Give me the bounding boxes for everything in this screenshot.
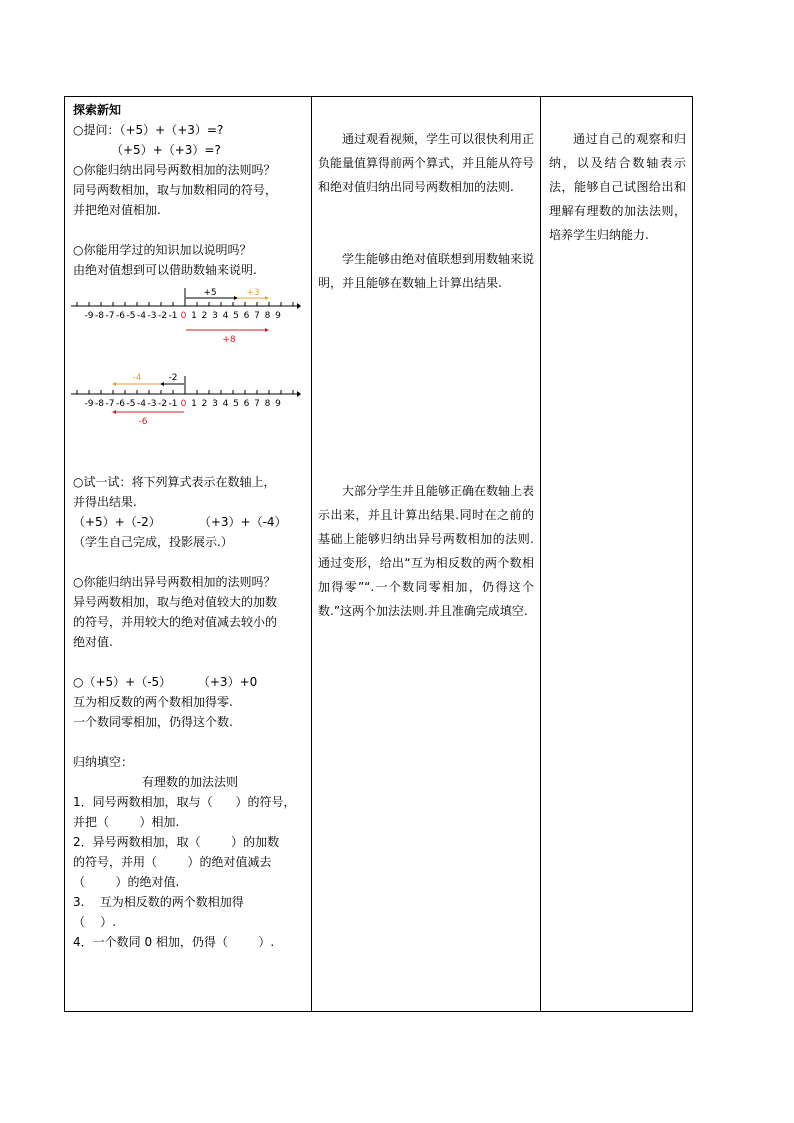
tick-label: -8: [95, 399, 104, 409]
tick-label: -1: [168, 399, 178, 409]
question-line: ○你能归纳出同号两数相加的法则吗？: [73, 163, 276, 177]
tick-label: -3: [147, 311, 157, 321]
tick-label: 5: [233, 399, 239, 409]
arrow-label: +5: [203, 288, 217, 298]
tick-label: 3: [212, 399, 218, 409]
number-line-negative: [69, 368, 301, 428]
example-line: 一个数同零相加，仍得这个数.: [73, 715, 233, 729]
tick-label: 6: [243, 311, 250, 321]
tick-label: -9: [84, 399, 94, 409]
rule-line: 4．一个数同 0 相加，仍得（ ）.: [73, 935, 275, 949]
tick-label: 1: [191, 399, 197, 409]
arrow-label: -4: [132, 373, 142, 383]
question-line: ○你能用学过的知识加以说明吗？: [73, 243, 252, 257]
rule-line: 并把（ ）相加.: [73, 815, 180, 829]
tick-label: -1: [168, 311, 178, 321]
activity-paragraph: 通过观看视频，学生可以很快利用正负能量值算得前两个算式，并且能从符号和绝对值归纳出同号两数相加的法则.: [318, 132, 535, 194]
rule-line: （ ）的绝对值.: [73, 875, 180, 889]
tick-label: 2: [201, 399, 208, 409]
tick-label: 8: [264, 311, 271, 321]
try-line: （+5）+（-2） （+3）+（-4）: [73, 515, 287, 529]
tick-label: 4: [222, 311, 229, 321]
tick-label: 9: [275, 399, 281, 409]
number-line-positive: [69, 280, 301, 346]
rule-title: 有理数的加法法则: [141, 775, 238, 789]
student-activity-column: [312, 97, 540, 623]
try-line: ○试一试：将下列算式表示在数轴上，: [73, 475, 276, 489]
summary-label: 归纳填空：: [73, 755, 134, 769]
example-line: ○（+5）+（-5） （+3）+0: [73, 675, 258, 689]
tick-label: -5: [126, 311, 136, 321]
tick-label: -5: [126, 399, 136, 409]
tick-label: 1: [191, 311, 197, 321]
arrow-label: -2: [168, 373, 178, 383]
rule-line: 3. 互为相反数的两个数相加得: [73, 895, 244, 909]
section-heading: 探索新知: [73, 103, 122, 117]
lesson-table: [64, 96, 693, 1012]
content-column: [65, 97, 311, 952]
tick-label: 3: [212, 311, 218, 321]
tick-label: -2: [158, 399, 167, 409]
try-line: （学生自己完成，投影展示.）: [73, 535, 233, 549]
arrow-label: -6: [138, 417, 148, 427]
answer-line: 同号两数相加，取与加数相同的符号，: [73, 183, 278, 197]
tick-label: 9: [275, 311, 281, 321]
answer-line: 绝对值.: [73, 635, 113, 649]
activity-paragraph: 学生能够由绝对值联想到用数轴来说明，并且能够在数轴上计算出结果.: [318, 252, 535, 290]
example-line: 互为相反数的两个数相加得零.: [73, 695, 233, 709]
rule-line: （ ）.: [73, 915, 117, 929]
arrow-label: +8: [222, 335, 236, 345]
arrow-label: +3: [246, 288, 260, 298]
tick-label: 2: [201, 311, 208, 321]
intent-paragraph: 通过自己的观察和归纳，以及结合数轴表示法，能够自己试图给出和理解有理数的加法法则，培养学生归纳能力.: [549, 132, 686, 242]
tick-label: 7: [254, 311, 260, 321]
question-line: （+5）+（+3）=?: [111, 143, 221, 157]
tick-label: -6: [116, 399, 125, 409]
tick-label: 8: [264, 399, 271, 409]
tick-label: -3: [147, 399, 157, 409]
tick-label: 5: [233, 311, 239, 321]
question-line: ○提问：（+5）+（+3）=?: [73, 123, 224, 137]
question-line: ○你能归纳出异号两数相加的法则吗？: [73, 575, 276, 589]
answer-line: 异号两数相加，取与绝对值较大的加数: [73, 595, 278, 609]
activity-paragraph: 大部分学生并且能够正确在数轴上表示出来，并且计算出结果.同时在之前的基础上能够归纳出异号两数相加的法则.通过变形，给出“互为相反数的两个数相加得零”“.一个数同零相加，仍得这个数.”这两个加法法则.并且准确完成填空.: [318, 484, 535, 618]
answer-line: 由绝对值想到可以借助数轴来说明.: [73, 263, 257, 277]
tick-label: -6: [116, 311, 125, 321]
rule-line: 2．异号两数相加，取（ ）的加数: [73, 835, 280, 849]
tick-label: -4: [137, 399, 146, 409]
answer-line: 并把绝对值相加.: [73, 203, 161, 217]
rule-line: 的符号，并用（ ）的绝对值减去: [73, 855, 272, 869]
tick-label: 0: [180, 399, 187, 409]
tick-label: 6: [243, 399, 250, 409]
tick-label: -7: [105, 399, 115, 409]
tick-label: -2: [158, 311, 167, 321]
try-line: 并得出结果.: [73, 495, 137, 509]
tick-label: -9: [84, 311, 94, 321]
tick-label: 0: [180, 311, 187, 321]
tick-label: 4: [222, 399, 229, 409]
tick-label: -4: [137, 311, 146, 321]
design-intent-column: [541, 97, 694, 247]
tick-label: 7: [254, 399, 260, 409]
tick-label: -7: [105, 311, 115, 321]
rule-line: 1．同号两数相加，取与（ ）的符号，: [73, 795, 296, 809]
tick-label: -8: [95, 311, 104, 321]
answer-line: 的符号，并用较大的绝对值减去较小的: [73, 615, 278, 629]
